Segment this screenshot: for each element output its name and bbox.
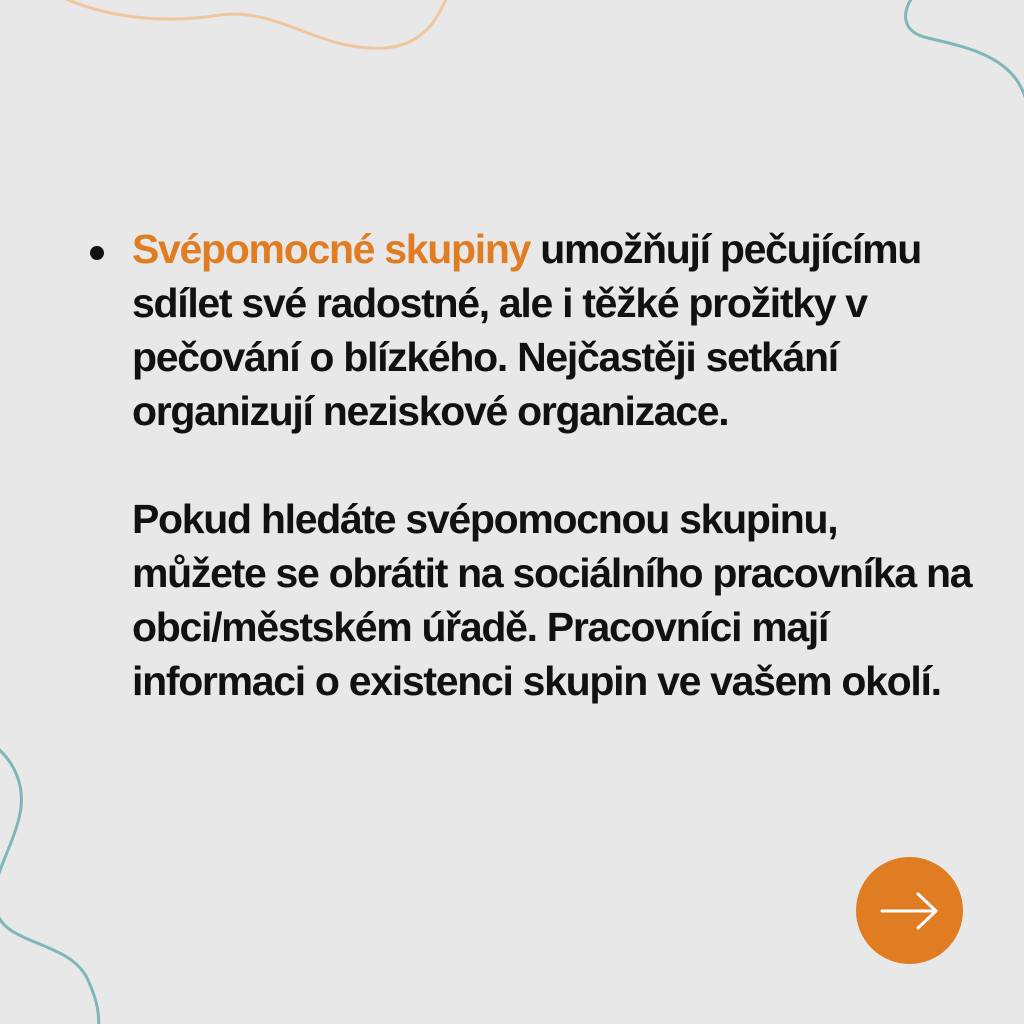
decor-curve-orange xyxy=(60,0,450,48)
paragraph-how-to-find: Pokud hledáte svépomocnou skupinu, můžete se obrátit na sociálního pracovníka na obci/městském úřadě. Pracovníci mají informaci o existenci skupin ve vašem okolí. xyxy=(132,496,972,704)
main-content xyxy=(90,222,980,708)
decor-curve-teal-bottom-left xyxy=(0,742,99,1024)
decor-curve-teal-top-right xyxy=(906,0,1024,130)
bullet-point xyxy=(90,246,104,260)
bullet-list-item xyxy=(90,222,980,708)
paragraph-support-groups-text: umožňují pečujícímu sdílet své radostné, ale i těžké prožitky v pečování o blízkého. Nejčastěji setkání organizují neziskové organizace. xyxy=(132,226,921,434)
paragraph-support-groups xyxy=(132,222,980,438)
highlight-support-groups: Svépomocné skupiny xyxy=(132,226,531,272)
arrow-right-icon xyxy=(878,891,942,931)
next-button[interactable] xyxy=(856,857,963,964)
